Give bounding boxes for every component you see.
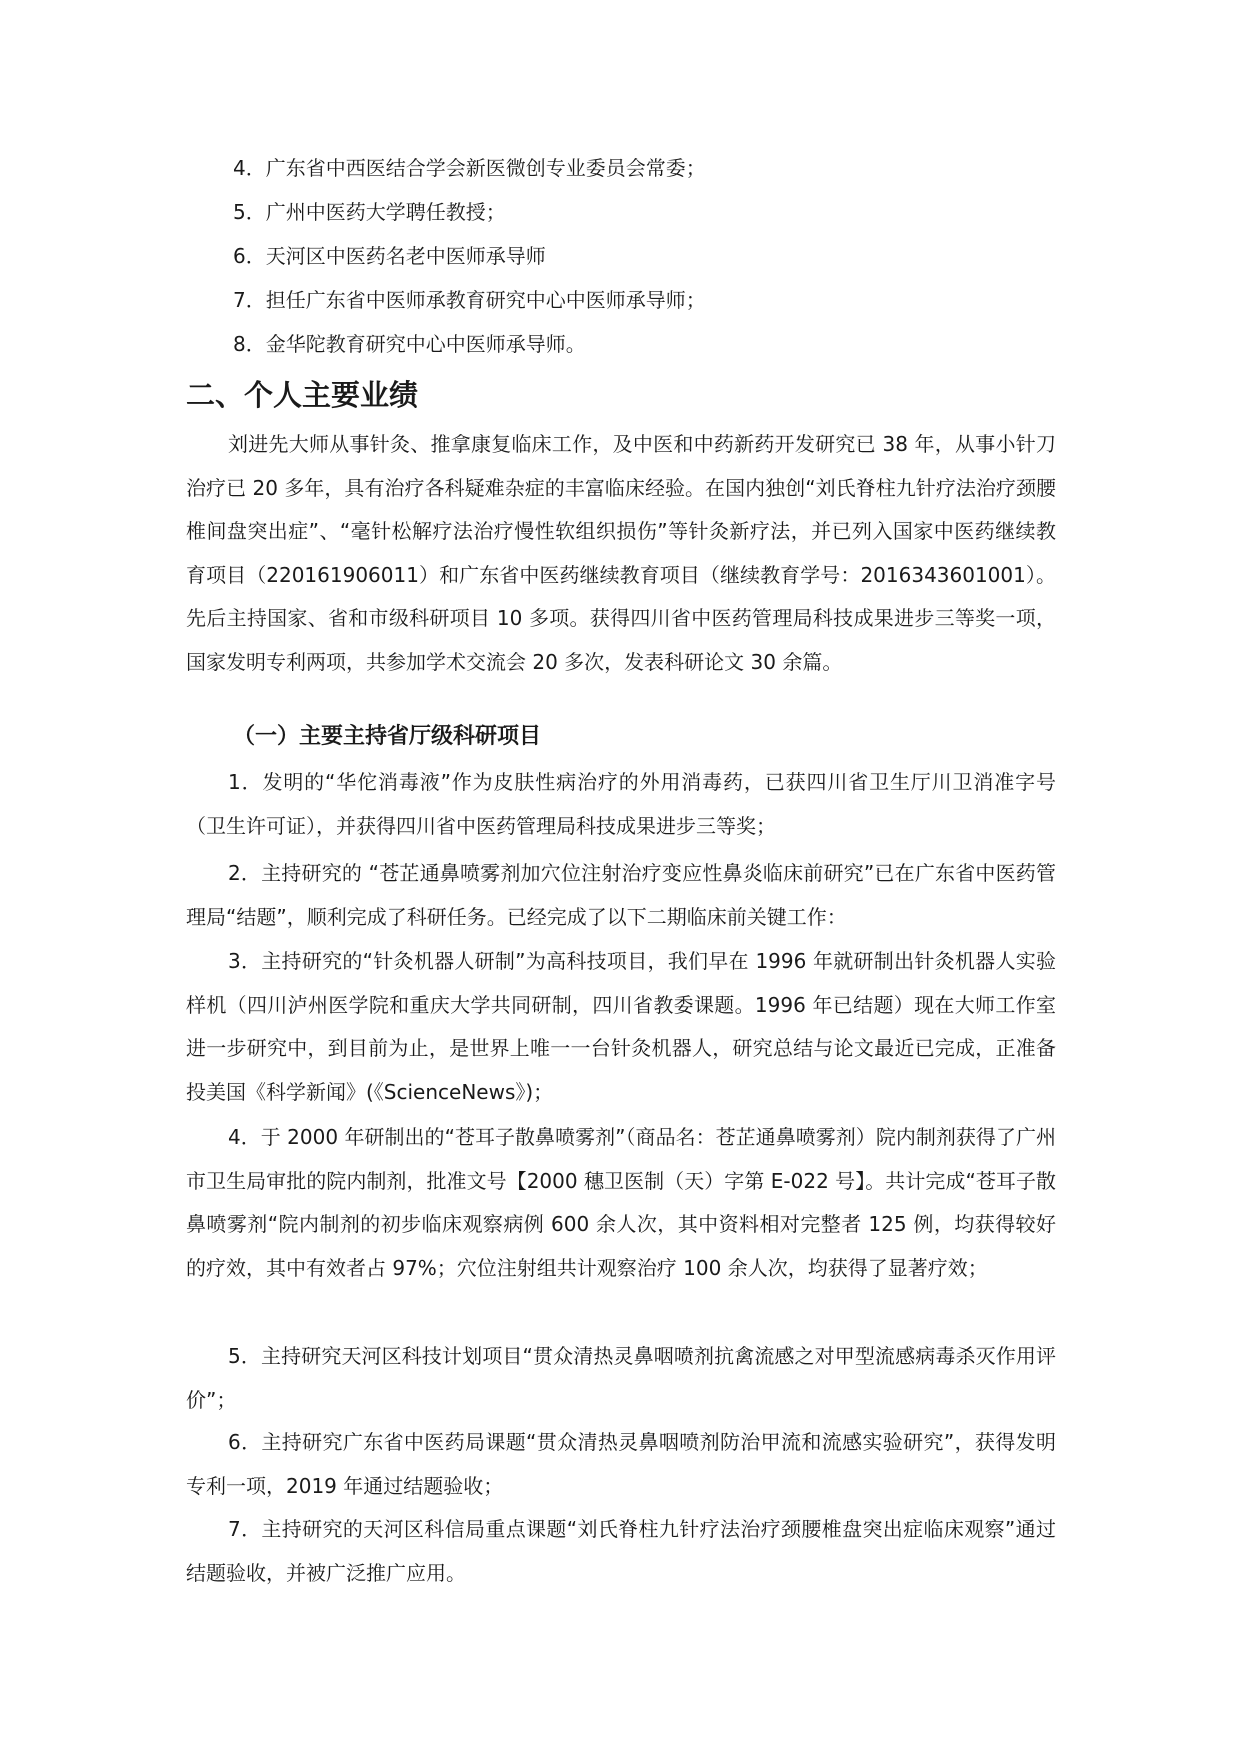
list-item: 4．广东省中西医结合学会新医微创专业委员会常委； [233, 156, 706, 180]
subsection-heading: （一）主要主持省厅级科研项目 [233, 724, 542, 749]
list-item: 6．天河区中医药名老中医师承导师 [233, 244, 546, 268]
section-heading: 二、个人主要业绩 [186, 378, 419, 412]
project-item: 1．发明的“华佗消毒液”作为皮肤性病治疗的外用消毒药，已获四川省卫生厅川卫消准字号（卫生许可证），并获得四川省中医药管理局科技成果进步三等奖； [186, 770, 1056, 838]
intro-paragraph: 刘进先大师从事针灸、推拿康复临床工作，及中医和中药新药开发研究已 38 年，从事小针刀治疗已 20 多年，具有治疗各科疑难杂症的丰富临床经验。在国内独创“刘氏脊柱九针疗法治疗颈腰椎间盘突出症”、“毫针松解疗法治疗慢性软组织损伤”等针灸新疗法，并已列入国家中医药继续教育项目（220161906011）和广东省中医药继续教育项目（继续教育学号：2016343601001）。先后主持国家、省和市级科研项目 10 多项。获得四川省中医药管理局科技成果进步三等奖一项，国家发明专利两项，共参加学术交流会 20 多次，发表科研论文 30 余篇。 [186, 432, 1056, 674]
appointments-list [233, 146, 1053, 366]
list-item: 7．担任广东省中医师承教育研究中心中医师承导师； [233, 288, 706, 312]
project-item: 5．主持研究天河区科技计划项目“贯众清热灵鼻咽喷剂抗禽流感之对甲型流感病毒杀灭作用评价”； [186, 1344, 1056, 1412]
project-item: 4．于 2000 年研制出的“苍耳子散鼻喷雾剂”（商品名：苍芷通鼻喷雾剂）院内制剂获得了广州市卫生局审批的院内制剂，批准文号【2000 穗卫医制（天）字第 E-022 号】。共计完成“苍耳子散鼻喷雾剂“院内制剂的初步临床观察病例 600 余人次，其中资料相对完整者 125 例，均获得较好的疗效，其中有效者占 97%；穴位注射组共计观察治疗 100 余人次，均获得了显著疗效； [186, 1125, 1056, 1280]
project-item: 2．主持研究的 “苍芷通鼻喷雾剂加穴位注射治疗变应性鼻炎临床前研究”已在广东省中医药管理局“结题”，顺利完成了科研任务。已经完成了以下二期临床前关键工作： [186, 861, 1056, 929]
project-item: 7．主持研究的天河区科信局重点课题“刘氏脊柱九针疗法治疗颈腰椎盘突出症临床观察”通过结题验收，并被广泛推广应用。 [186, 1517, 1056, 1585]
list-item: 5．广州中医药大学聘任教授； [233, 200, 506, 224]
project-item: 3．主持研究的“针灸机器人研制”为高科技项目，我们早在 1996 年就研制出针灸机器人实验样机（四川泸州医学院和重庆大学共同研制，四川省教委课题。1996 年已结题）现在大师工作室进一步研究中，到目前为止，是世界上唯一一台针灸机器人，研究总结与论文最近已完成，正准备投美国《科学新闻》(《ScienceNews》)； [186, 949, 1056, 1104]
list-item: 8．金华陀教育研究中心中医师承导师。 [233, 332, 586, 356]
project-item: 6．主持研究广东省中医药局课题“贯众清热灵鼻咽喷剂防治甲流和流感实验研究”，获得发明专利一项，2019 年通过结题验收； [186, 1430, 1056, 1498]
